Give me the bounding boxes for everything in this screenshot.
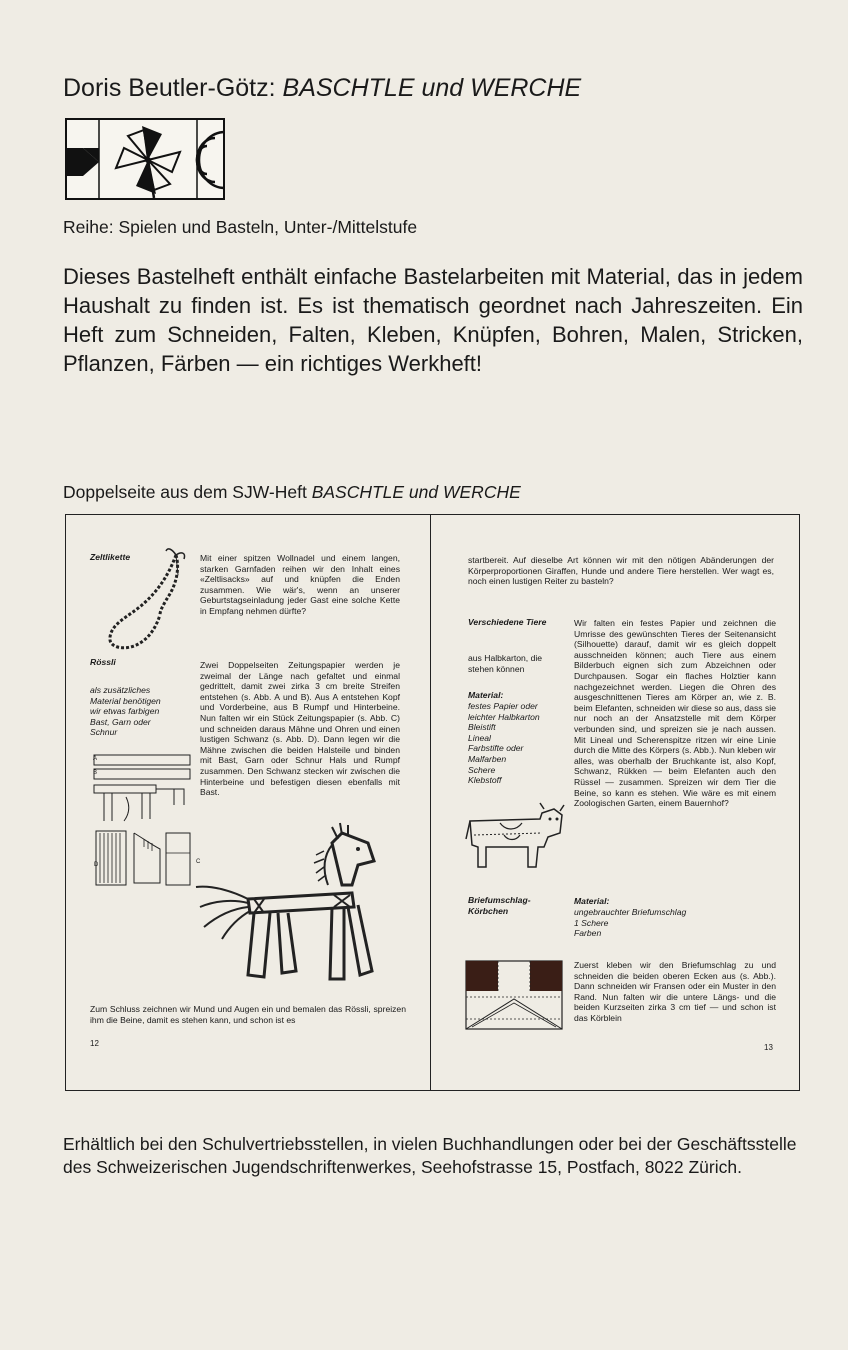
roessli-closing-text: Zum Schluss zeichnen wir Mund und Augen ein und bemalen das Rössli, spreizen ihm die Beine, damit es stehen kann, und schon ist es: [90, 1004, 406, 1025]
material-item: Klebstoff: [468, 775, 502, 786]
material-item: Lineal: [468, 732, 491, 743]
koerbchen-material-list: [574, 907, 774, 939]
tiere-heading: Verschiedene Tiere: [468, 617, 547, 627]
folding-diagram-illustration: [90, 753, 194, 893]
paper-horse-illustration: [192, 815, 412, 987]
koerbchen-material-label: Material:: [574, 896, 610, 906]
roessli-material-note: als zusätzliches Material benötigen wir etwas farbigen Bast, Garn oder Schnur: [90, 685, 161, 738]
tiere-material-label: Material:: [468, 690, 504, 700]
material-item: ungebrauchter Briefumschlag: [574, 907, 687, 917]
material-item: Farben: [574, 928, 602, 939]
spread-caption-title: BASCHTLE und WERCHE: [311, 482, 521, 502]
tiere-material-list: [468, 701, 562, 786]
availability-info: Erhältlich bei den Schulvertriebsstellen, in vielen Buchhandlungen oder bei der Geschäftsstelle des Schweizerischen Jugendschriftenwerkes, Seehofstrasse 15, Postfach, 8022 Zürich.: [63, 1134, 797, 1177]
material-item: Schere: [468, 764, 496, 775]
author-name: Doris Beutler-Götz:: [63, 74, 276, 102]
zeltlikette-heading: Zeltlikette: [90, 552, 131, 562]
spread-caption-prefix: Doppelseite aus dem SJW-Heft: [63, 482, 307, 502]
figure-label-d: D: [94, 862, 99, 868]
koerbchen-heading: Briefumschlag-Körbchen: [468, 895, 531, 916]
tiere-subheading: aus Halbkarton, die stehen können: [468, 653, 543, 674]
figure-label-b: B: [93, 770, 98, 776]
book-description: Dieses Bastelheft enthält einfache Bastelarbeiten mit Material, das in jedem Haushalt zu finden ist. Es ist thematisch geordnet nach Jahreszeiten. Ein Heft zum Schneiden, Falten, Kleben, Knüpfen, Bohren, Malen, Stricken, Pflanzen, Färben — ein richtiges Werkheft!: [63, 264, 803, 376]
zeltlikette-text: Mit einer spitzen Wollnadel und einem langen, starken Garnfaden reihen wir den Inhalt eines «Zeltlisacks» auf und knüpfen die Enden zusammen. Wie wär's, wenn an unserer Geburtstagseinladung jeder Gast eine solche Kette in Empfang nehmen dürfte?: [200, 553, 400, 616]
cardboard-cow-illustration: [464, 799, 568, 871]
roessli-text: Zwei Doppelseiten Zeitungspapier werden je zweimal der Länge nach gefaltet und einmal gedrittelt, damit zwei zirka 3 cm breite Streifen entstehen (s. Abb. A und B). Aus A entstehen Kopf und Vorderbeine, aus B Rumpf und Hinterbeine. Nun falten wir ein Stück Zeitungspapier (s. Abb. C) und schneiden daraus Mähne und Ohren und einen lustigen Schwanz (s. Abb. D). Dann legen wir die Mähne zwischen die beiden Halsteile und binden mit Bast, Garn oder Schnur Hals und Rumpf zusammen. Den Schwanz stecken wir zwischen die Hinterbeine und befestigen diesen ebenfalls mit Bast.: [200, 660, 400, 798]
page-number-left: 12: [90, 1039, 99, 1048]
book-title: BASCHTLE und WERCHE: [282, 74, 582, 102]
material-item: Farbstifte oder Malfarben: [468, 743, 524, 764]
candy-necklace-illustration: [98, 545, 194, 653]
double-page-spread: [65, 514, 800, 1091]
material-item: festes Papier oder leichter Halbkarton: [468, 701, 540, 722]
envelope-basket-illustration: [464, 959, 564, 1031]
roessli-continuation-text: startbereit. Auf dieselbe Art können wir mit den nötigen Abänderungen der Körperproportionen Giraffen, Hunde und andere Tiere herstellen. Wer wagt es, noch einen lustigen Reiter zu basteln?: [468, 555, 774, 587]
material-item: Bleistift: [468, 722, 496, 733]
series-info: Reihe: Spielen und Basteln, Unter-/Mittelstufe: [63, 217, 418, 237]
roessli-heading: Rössli: [90, 657, 116, 667]
figure-label-c: C: [196, 859, 201, 865]
spread-divider: [430, 515, 431, 1090]
book-title-line: [63, 74, 581, 103]
material-item: 1 Schere: [574, 917, 609, 928]
page-number-right: 13: [764, 1043, 773, 1052]
figure-label-a: A: [93, 756, 98, 762]
spread-caption: [63, 482, 521, 503]
koerbchen-text: Zuerst kleben wir den Briefumschlag zu und schneiden die beiden oberen Ecken aus (s. Abb.). Dann schneiden wir Fransen oder ein Muster in den Rand. Nun falten wir die untere Längs- und die beiden Kurzseiten zirka 3 cm tief — und schon ist das Körblein: [574, 960, 776, 1023]
tiere-text: Wir falten ein festes Papier und zeichnen die Umrisse des gewünschten Tieres der Seitenansicht (Silhouette) darauf, damit wir es gleich doppelt ausschneiden können; auch Tiere aus einem Bilderbuch eignen sich zum Abzeichnen oder Durchpausen. Sogar ein flaches Holztier kann nachgezeichnet werden. Liegen die Ohren des ausgeschnittenen Tieres am Körper an, wie z. B. beim Elefanten, schneiden wir diese so aus, dass sie nur noch an der Ansatzstelle mit dem Körper verbunden sind, und spreizen sie je nach aussen. Mit Lineal und Scherenspitze ritzen wir eine Linie durch die Mitte des Körpers (s. Abb.). Nun kleben wir alles, was oberhalb der Bruchkante ist, also Kopf, Schwanz, Rükken — beim Elefanten auch den Rüssel — zusammen. Spreizen wir dem Tier die Beine, so kann es stehen. Wie wäre es mit einem Zoologischen Garten, einem Bauernhof?: [574, 618, 776, 809]
series-logo: [65, 118, 225, 200]
